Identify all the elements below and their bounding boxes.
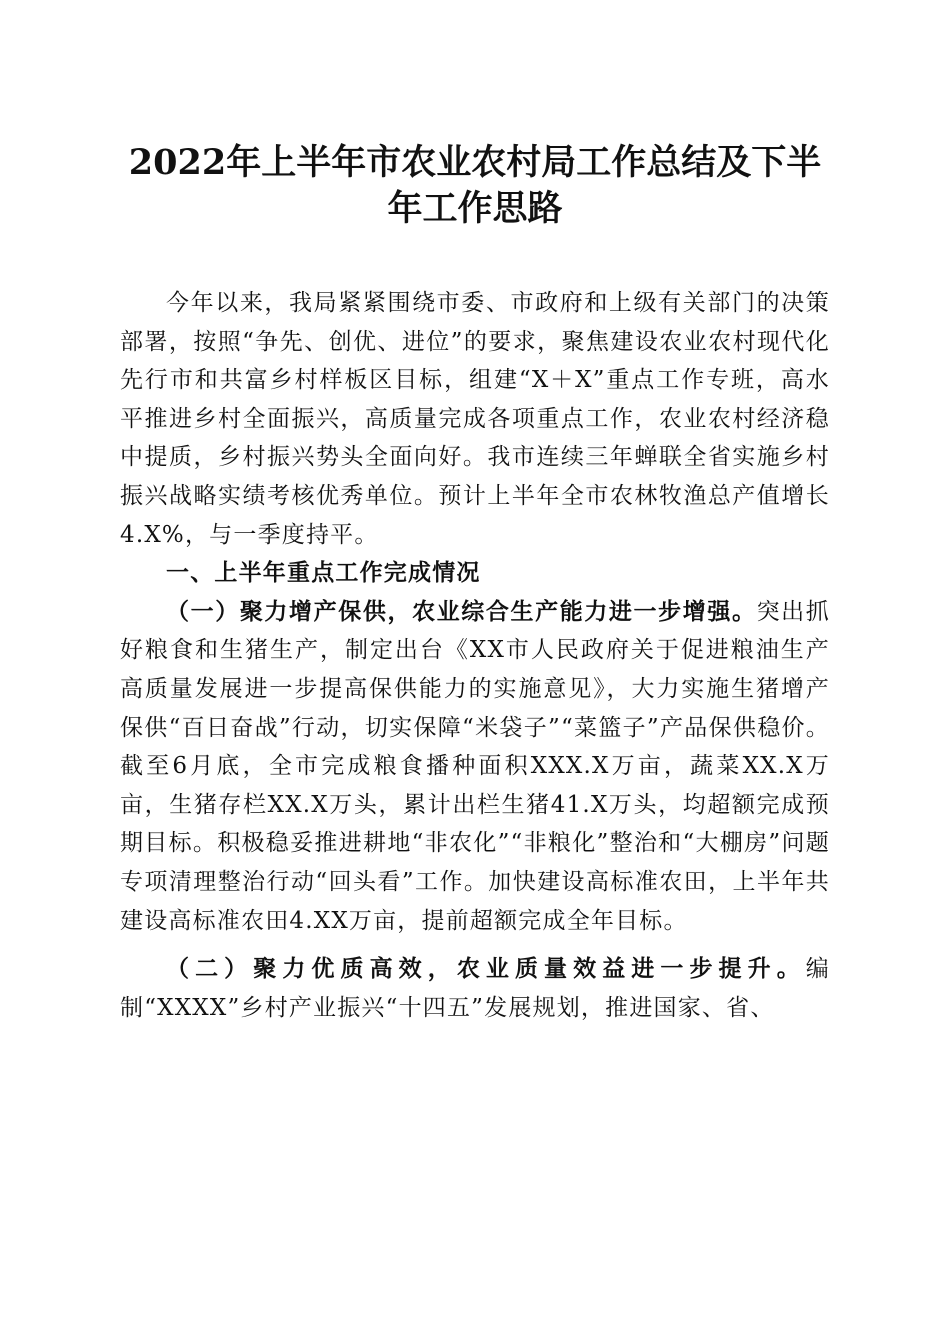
- item-2-paragraph: [120, 950, 830, 1027]
- intro-paragraph: 今年以来，我局紧紧围绕市委、市政府和上级有关部门的决策部署，按照“争先、创优、进位”的要求，聚焦建设农业农村现代化先行市和共富乡村样板区目标，组建“X＋X”重点工作专班，高水平推进乡村全面振兴，高质量完成各项重点工作，农业农村经济稳中提质，乡村振兴势头全面向好。我市连续三年蝉联全省实施乡村振兴战略实绩考核优秀单位。预计上半年全市农林牧渔总产值增长4.X%，与一季度持平。: [120, 290, 830, 548]
- item-1-paragraph: [120, 593, 830, 940]
- paragraph-gap: [120, 940, 830, 950]
- item-2-text: 编制“XXXX”乡村产业振兴“十四五”发展规划，推进国家、省、: [120, 956, 830, 1021]
- section-1-heading: 一、上半年重点工作完成情况: [166, 560, 481, 587]
- document-body: [120, 284, 830, 1027]
- item-2-lead: （二）聚力优质高效，农业质量效益进一步提升。: [166, 955, 806, 983]
- document-title: [120, 140, 830, 232]
- item-1-text: 突出抓好粮食和生猪生产，制定出台《XX市人民政府关于促进粮油生产高质量发展进一步提高保供能力的实施意见》，大力实施生猪增产保供“百日奋战”行动，切实保障“米袋子”“菜篮子”产品保供稳价。截至6月底，全市完成粮食播种面积XXX.X万亩，蔬菜XX.X万亩，生猪存栏XX.X万头，累计出栏生猪41.X万头，均超额完成预期目标。积极稳妥推进耕地“非农化”“非粮化”整治和“大棚房”问题专项清理整治行动“回头看”工作。加快建设高标准农田，上半年共建设高标准农田4.XX万亩，提前超额完成全年目标。: [120, 598, 830, 934]
- document-page: [120, 140, 830, 1027]
- item-1-lead: （一）聚力增产保供，农业综合生产能力进一步增强。: [166, 597, 757, 625]
- title-line-2: 年工作思路: [387, 188, 563, 229]
- title-line-1: 2022年上半年市农业农村局工作总结及下半: [128, 142, 822, 183]
